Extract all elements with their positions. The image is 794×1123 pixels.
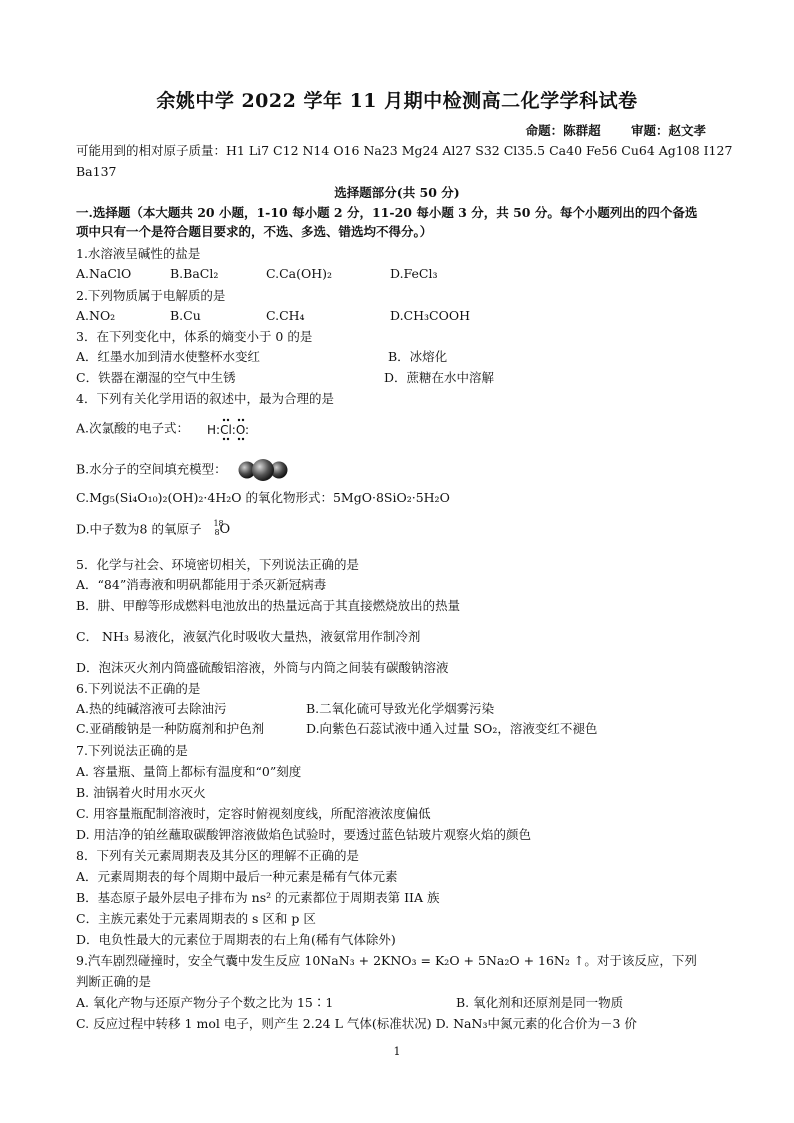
q1-option-d: D.FeCl₃ <box>390 266 438 281</box>
q4-option-b <box>76 458 289 482</box>
q5-option-c: C． NH₃ 易液化，液氨汽化时吸收大量热，液氨常用作制冷剂 <box>76 629 421 644</box>
q9-option-b: B. 氧化剂和还原剂是同一物质 <box>456 995 624 1010</box>
q5-option-b: B．肼、甲醇等形成燃料电池放出的热量远高于其直接燃烧放出的热量 <box>76 598 461 613</box>
q2-option-c: C.CH₄ <box>266 308 305 323</box>
q7-option-c: C. 用容量瓶配制溶液时，定容时俯视刻度线，所配溶液浓度偏低 <box>76 806 431 821</box>
q6-option-d: D.向紫色石蕊试液中通入过量 SO₂，溶液变红不褪色 <box>306 721 598 736</box>
q6-option-b: B.二氧化硫可导致光化学烟雾污染 <box>306 701 495 716</box>
instructions-line1: 一.选择题（本大题共 20 小题，1-10 每小题 2 分，11-20 每小题 3 分，共 50 分。每个小题列出的四个备选 <box>76 205 698 220</box>
q4-option-a <box>76 417 251 441</box>
atomic-masses-line2: Ba137 <box>76 164 117 179</box>
q9-stem-line1: 9.汽车剧烈碰撞时，安全气囊中发生反应 10NaN₃ + 2KNO₃ = K₂O + 5Na₂O + 16N₂ ↑。对于该反应，下列 <box>76 953 697 968</box>
author-line <box>500 121 706 139</box>
lewis-formula-text: H:Cl:O: <box>207 423 250 437</box>
q8-option-b: B．基态原子最外层电子排布为 ns² 的元素都位于周期表第 IIA 族 <box>76 890 440 905</box>
section-title: 选择题部分(共 50 分) <box>334 185 460 200</box>
q9-option-a: A. 氧化产物与还原产物分子个数之比为 15∶1 <box>76 995 334 1010</box>
q8-option-d: D．电负性最大的元素位于周期表的右上角(稀有气体除外) <box>76 932 396 947</box>
instructions-line2: 项中只有一个是符合题目要求的，不选、多选、错选均不得分。） <box>76 224 433 239</box>
hypochlorous-acid-lewis-structure <box>203 417 251 441</box>
q6-option-a: A.热的纯碱溶液可去除油污 <box>76 701 227 716</box>
oxygen-18-isotope: 18 8 O <box>213 519 231 537</box>
q7-option-b: B. 油锅着火时用水灭火 <box>76 785 206 800</box>
q4-option-a-text: A.次氯酸的电子式： <box>76 420 190 436</box>
page-title: 余姚中学 2022 学年 11 月期中检测高二化学学科试卷 <box>156 90 638 112</box>
q3-option-c: C．铁器在潮湿的空气中生锈 <box>76 370 236 385</box>
q1-option-a: A.NaClO <box>76 266 132 281</box>
q7-option-a: A. 容量瓶、量筒上都标有温度和“0”刻度 <box>76 764 302 779</box>
q3-stem: 3．在下列变化中，体系的熵变小于 0 的是 <box>76 329 313 344</box>
q2-option-a: A.NO₂ <box>76 308 116 323</box>
q1-option-c: C.Ca(OH)₂ <box>266 266 333 281</box>
q1-option-b: B.BaCl₂ <box>170 266 219 281</box>
q8-stem: 8．下列有关元素周期表及其分区的理解不正确的是 <box>76 848 359 863</box>
q4-option-d-text: D.中子数为8 的氧原子 <box>76 521 202 537</box>
q2-option-b: B.Cu <box>170 308 201 323</box>
proposer: 命题：陈群超 <box>525 123 601 138</box>
q4-stem: 4．下列有关化学用语的叙述中，最为合理的是 <box>76 391 334 406</box>
q8-option-c: C．主族元素处于元素周期表的 s 区和 p 区 <box>76 911 316 926</box>
q1-stem: 1.水溶液呈碱性的盐是 <box>76 246 201 261</box>
q4-option-d <box>76 520 231 540</box>
q5-stem: 5．化学与社会、环境密切相关，下列说法正确的是 <box>76 557 359 572</box>
q9-stem-line2: 判断正确的是 <box>76 974 152 989</box>
q7-stem: 7.下列说法正确的是 <box>76 743 188 758</box>
q3-option-b: B．冰熔化 <box>388 349 448 364</box>
q6-stem: 6.下列说法不正确的是 <box>76 681 201 696</box>
q7-option-d: D. 用洁净的铂丝蘸取碳酸钾溶液做焰色试验时，要透过蓝色钴玻片观察火焰的颜色 <box>76 827 532 842</box>
q6-option-c: C.亚硝酸钠是一种防腐剂和护色剂 <box>76 721 265 736</box>
water-space-filling-model-icon <box>237 458 289 482</box>
page-number: 1 <box>393 1045 401 1058</box>
q4-option-c: C.Mg₅(Si₄O₁₀)₂(OH)₂·4H₂O 的氧化物形式：5MgO·8SiO₂·5H₂O <box>76 490 450 505</box>
atomic-masses-line1: 可能用到的相对原子质量：H1 Li7 C12 N14 O16 Na23 Mg24 Al27 S32 Cl35.5 Ca40 Fe56 Cu64 Ag108 I127 <box>76 143 733 158</box>
q3-option-a: A．红墨水加到清水使整杯水变红 <box>76 349 261 364</box>
q3-option-d: D．蔗糖在水中溶解 <box>384 370 495 385</box>
q2-option-d: D.CH₃COOH <box>390 308 470 323</box>
q5-option-d: D．泡沫灭火剂内筒盛硫酸铝溶液，外筒与内筒之间装有碳酸钠溶液 <box>76 660 449 675</box>
reviewer: 审题：赵文孝 <box>630 123 706 138</box>
q4-option-b-text: B.水分子的空间填充模型： <box>76 461 227 477</box>
q5-option-a: A．“84”消毒液和明矾都能用于杀灭新冠病毒 <box>76 577 327 592</box>
q8-option-a: A．元素周期表的每个周期中最后一种元素是稀有气体元素 <box>76 869 398 884</box>
q2-stem: 2.下列物质属于电解质的是 <box>76 288 226 303</box>
q9-option-cd: C. 反应过程中转移 1 mol 电子，则产生 2.24 L 气体(标准状况) D. NaN₃中氮元素的化合价为－3 价 <box>76 1016 637 1031</box>
